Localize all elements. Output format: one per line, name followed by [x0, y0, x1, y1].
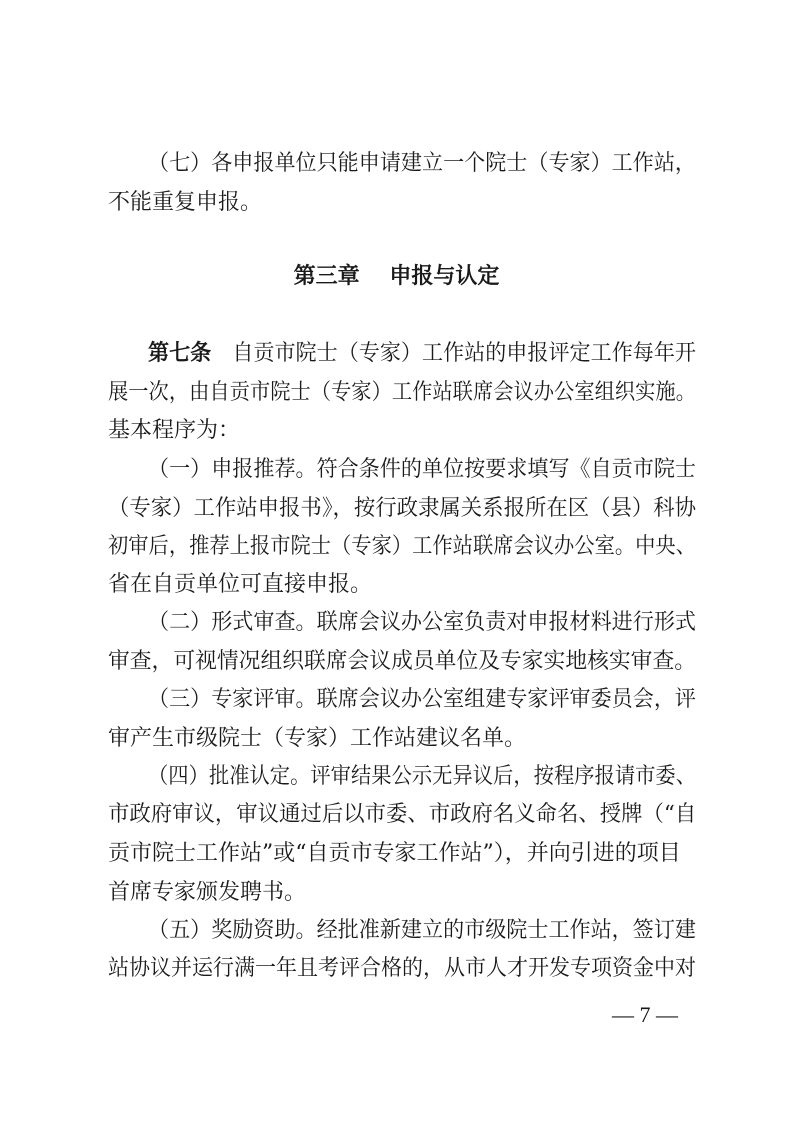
step4-line-4: 首席专家颁发聘书。	[108, 880, 307, 905]
article7-line-1-text: 自贡市院士（专家）工作站的申报评定工作每年开	[211, 341, 697, 366]
step1-line-3: 初审后，推荐上报市院士（专家）工作站联席会议办公室。中央、	[108, 534, 696, 559]
step4-line-2: 市政府审议，审议通过后以市委、市政府名义命名、授牌（“自	[108, 802, 697, 827]
item7-line-2: 不能重复申报。	[108, 190, 263, 215]
step2-line-2: 审查，可视情况组织联席会议成员单位及专家实地核实审查。	[108, 649, 697, 674]
step5-line-2: 站协议并运行满一年且考评合格的，从市人才开发专项资金中对	[108, 956, 696, 981]
step4-line-1: （四）批准认定。评审结果公示无异议后，按程序报请市委、	[148, 764, 697, 789]
step1-line-4: 省在自贡单位可直接申报。	[108, 572, 373, 597]
page-number: — 7 —	[612, 1002, 678, 1027]
article7-line-3: 基本程序为：	[108, 418, 241, 443]
article7-line-1	[148, 339, 696, 369]
step1-line-2: （专家）工作站申报书》，按行政隶属关系报所在区（县）科协	[108, 496, 697, 521]
step3-line-2: 审产生市级院士（专家）工作站建议名单。	[108, 726, 527, 751]
item7-line-1: （七）各申报单位只能申请建立一个院士（专家）工作站，	[148, 151, 696, 176]
article7-label: 第七条	[148, 341, 212, 366]
step2-line-1: （二）形式审查。联席会议办公室负责对申报材料进行形式	[148, 610, 696, 635]
step4-line-3: 贡市院士工作站”或“自贡市专家工作站”），并向引进的项目	[108, 841, 681, 866]
step5-line-1: （五）奖励资助。经批准新建立的市级院士工作站，签订建	[148, 918, 696, 943]
step3-line-1: （三）专家评审。联席会议办公室组建专家评审委员会，评	[148, 687, 696, 712]
chapter-heading: 第三章 申报与认定	[293, 264, 500, 289]
step1-line-1: （一）申报推荐。符合条件的单位按要求填写《自贡市院士	[148, 457, 696, 482]
article7-line-2: 展一次，由自贡市院士（专家）工作站联席会议办公室组织实施。	[108, 380, 696, 405]
